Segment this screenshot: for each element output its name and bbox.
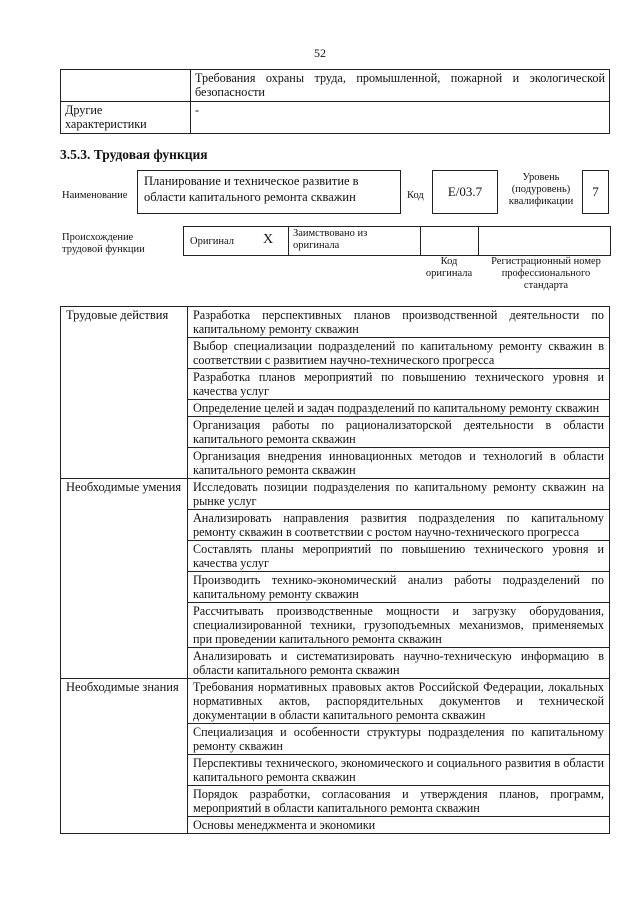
section-item: Требования нормативных правовых актов Российской Федерации, локальных нормативных актов, распорядительных документов и технической документации в области капитального ремонта скважин bbox=[188, 679, 610, 724]
code-origin-caption: Код оригинала bbox=[425, 256, 473, 279]
original-label: Оригинал bbox=[190, 236, 234, 247]
table-row bbox=[61, 102, 610, 134]
level-box bbox=[582, 170, 609, 214]
section-item: Исследовать позиции подразделения по капитальному ремонту скважин на рынке услуг bbox=[188, 479, 610, 510]
code-box bbox=[432, 170, 498, 214]
table-row bbox=[61, 70, 610, 102]
borrowed-label: Заимствовано из оригинала bbox=[293, 228, 368, 251]
code-label: Код bbox=[407, 190, 424, 201]
section-item: Организация работы по рационализаторской деятельности в области капитального ремонта скважин bbox=[188, 417, 610, 448]
section-item: Перспективы технического, экономического и социального развития в области капитального ремонта скважин bbox=[188, 755, 610, 786]
function-details-table bbox=[60, 306, 610, 834]
level-label: Уровень (подуровень) квалификации bbox=[508, 172, 574, 207]
section-heading: 3.5.3. Трудовая функция bbox=[60, 147, 208, 162]
page-number: 52 bbox=[314, 46, 326, 60]
table-row bbox=[61, 679, 610, 724]
section-label: Необходимые знания bbox=[61, 679, 188, 834]
row-label bbox=[61, 70, 191, 102]
section-item: Основы менеджмента и экономики bbox=[188, 817, 610, 834]
function-name-box bbox=[137, 170, 401, 214]
level-value: 7 bbox=[592, 184, 599, 199]
section-item: Анализировать направления развития подразделения по капитальному ремонту скважин в соответствии с ростом научно-технического прогресса bbox=[188, 510, 610, 541]
section-item: Специализация и особенности структуры подразделения по капитальному ремонту скважин bbox=[188, 724, 610, 755]
code-value: E/03.7 bbox=[447, 184, 483, 199]
section-item: Рассчитывать производственные мощности и загрузку оборудования, специализированной техники, грузоподъемных механизмов, применяемых при проведении капитального ремонта скважин bbox=[188, 603, 610, 648]
section-item: Разработка планов мероприятий по повышению технического уровня и качества услуг bbox=[188, 369, 610, 400]
row-text: Требования охраны труда, промышленной, пожарной и экологической безопасности bbox=[191, 70, 610, 102]
section-label: Трудовые действия bbox=[61, 307, 188, 479]
table-row bbox=[61, 479, 610, 510]
section-item: Выбор специализации подразделений по капитальному ремонту скважин в соответствии с развитием научно-технического прогресса bbox=[188, 338, 610, 369]
function-name: Планирование и техническое развитие в области капитального ремонта скважин bbox=[144, 174, 359, 204]
table-row bbox=[61, 307, 610, 338]
origin-label: Происхождение трудовой функции bbox=[62, 232, 145, 255]
section-item: Составлять планы мероприятий по повышению технического уровня и качества услуг bbox=[188, 541, 610, 572]
section-item: Анализировать и систематизировать научно-техническую информацию в области капитального ремонта скважин bbox=[188, 648, 610, 679]
original-mark: X bbox=[263, 232, 274, 247]
section-item: Порядок разработки, согласования и утверждения планов, программ, мероприятий в области капитального ремонта скважин bbox=[188, 786, 610, 817]
section-item: Определение целей и задач подразделений по капитальному ремонту скважин bbox=[188, 400, 610, 417]
continuation-table bbox=[60, 69, 610, 134]
row-label: Другие характеристики bbox=[61, 102, 191, 134]
name-label: Наименование bbox=[62, 190, 128, 201]
section-label: Необходимые умения bbox=[61, 479, 188, 679]
row-text: - bbox=[191, 102, 610, 134]
section-item: Разработка перспективных планов производственной деятельности по капитальному ремонту скважин bbox=[188, 307, 610, 338]
section-item: Организация внедрения инновационных методов и технологий в области капитального ремонта скважин bbox=[188, 448, 610, 479]
section-item: Производить технико-экономический анализ работы подразделений по капитальному ремонту скважин bbox=[188, 572, 610, 603]
reg-number-caption: Регистрационный номер профессионального стандарта bbox=[491, 256, 601, 291]
